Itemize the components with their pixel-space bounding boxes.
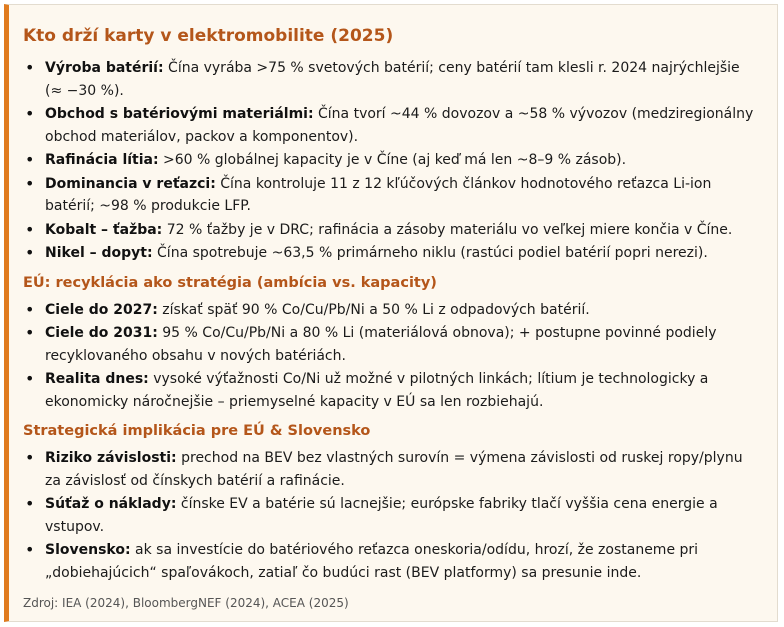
section3-list <box>23 447 761 584</box>
item-label: Rafinácia lítia: <box>45 152 159 168</box>
bullet-icon: • <box>25 150 35 169</box>
bullet-icon: • <box>25 494 35 513</box>
item-label: Realita dnes: <box>45 371 149 387</box>
list-item <box>23 149 761 172</box>
list-item <box>23 447 761 492</box>
item-label: Obchod s batériovými materiálmi: <box>45 106 314 122</box>
list-item <box>23 539 761 584</box>
source-note: Zdroj: IEA (2024), BloombergNEF (2024), ACEA (2025) <box>23 596 349 610</box>
bullet-icon: • <box>25 219 35 239</box>
list-item <box>23 299 761 322</box>
bullet-icon: • <box>25 323 35 342</box>
bullet-icon: • <box>25 448 35 467</box>
list-item <box>23 103 761 148</box>
item-text: získať späť 90 % Co/Cu/Pb/Ni a 50 % Li z odpadových batérií. <box>157 301 590 318</box>
item-label: Súťaž o náklady: <box>45 496 177 512</box>
list-item <box>23 322 761 367</box>
item-label: Kobalt – ťažba: <box>45 221 163 238</box>
item-label: Dominancia v reťazci: <box>45 175 216 192</box>
bullet-icon: • <box>25 540 35 559</box>
list-item <box>23 368 761 413</box>
item-label: Ciele do 2031: <box>45 325 158 341</box>
item-text: Čína spotrebuje ~63,5 % primárneho niklu (rastúci podiel batérií popri nerezi). <box>152 245 708 261</box>
item-text: 95 % Co/Cu/Pb/Ni a 80 % Li (materiálová obnova); + postupne povinné podiely recyklovaného obsahu v nových batériách. <box>45 325 717 364</box>
item-text: Čína kontroluje 11 z 12 kľúčových článkov hodnotového reťazca Li-ion batérií; ~98 % produkcie LFP. <box>45 175 712 214</box>
item-text: vysoké výťažnosti Co/Ni už možné v pilotných linkách; lítium je technologicky a ekonomicky náročnejšie – priemyselné kapacity v EÚ sa len rozbiehajú. <box>45 371 709 410</box>
list-item <box>23 219 761 242</box>
section1-list <box>23 57 761 265</box>
item-text: 72 % ťažby je v DRC; rafinácia a zásoby materiálu vo veľkej miere končia v Číne. <box>162 221 733 238</box>
item-label: Ciele do 2027: <box>45 301 158 318</box>
list-item <box>23 173 761 218</box>
item-label: Výroba batérií: <box>45 60 164 76</box>
item-text: čínske EV a batérie sú lacnejšie; európske fabriky tlačí vyššia cena energie a vstupov. <box>45 496 718 535</box>
card-title: Kto drží karty v elektromobilite (2025) <box>23 26 394 46</box>
item-label: Slovensko: <box>45 542 131 558</box>
list-item <box>23 242 761 265</box>
item-label: Riziko závislosti: <box>45 450 177 466</box>
bullet-icon: • <box>25 104 35 123</box>
item-text: prechod na BEV bez vlastných surovín = výmena závislosti od ruskej ropy/plynu za závislosť od čínskych batérií a rafinácie. <box>45 450 743 489</box>
item-text: ak sa investície do batériového reťazca oneskoria/odídu, hrozí, že zostaneme pri „dobiehajúcich“ spaľovákoch, zatiaľ čo budúci rast (BEV platformy) sa presunie inde. <box>45 542 699 581</box>
bullet-icon: • <box>25 58 35 77</box>
section2-heading: EÚ: recyklácia ako stratégia (ambícia vs. kapacity) <box>23 274 437 291</box>
info-card <box>4 4 778 622</box>
list-item <box>23 57 761 102</box>
item-text: Čína tvorí ~44 % dovozov a ~58 % vývozov (medziregionálny obchod materiálov, packov a komponentov). <box>45 106 754 145</box>
bullet-icon: • <box>25 173 35 193</box>
item-text: Čína vyrába >75 % svetových batérií; ceny batérií tam klesli r. 2024 najrýchlejšie (≈ −30 %). <box>45 60 740 99</box>
section3-heading: Strategická implikácia pre EÚ & Slovensko <box>23 423 371 439</box>
list-item <box>23 493 761 538</box>
item-text: >60 % globálnej kapacity je v Číne (aj keď má len ~8–9 % zásob). <box>158 152 627 168</box>
section2-list <box>23 299 761 414</box>
bullet-icon: • <box>25 299 35 319</box>
item-label: Nikel – dopyt: <box>45 245 153 261</box>
bullet-icon: • <box>25 243 35 262</box>
bullet-icon: • <box>25 369 35 388</box>
